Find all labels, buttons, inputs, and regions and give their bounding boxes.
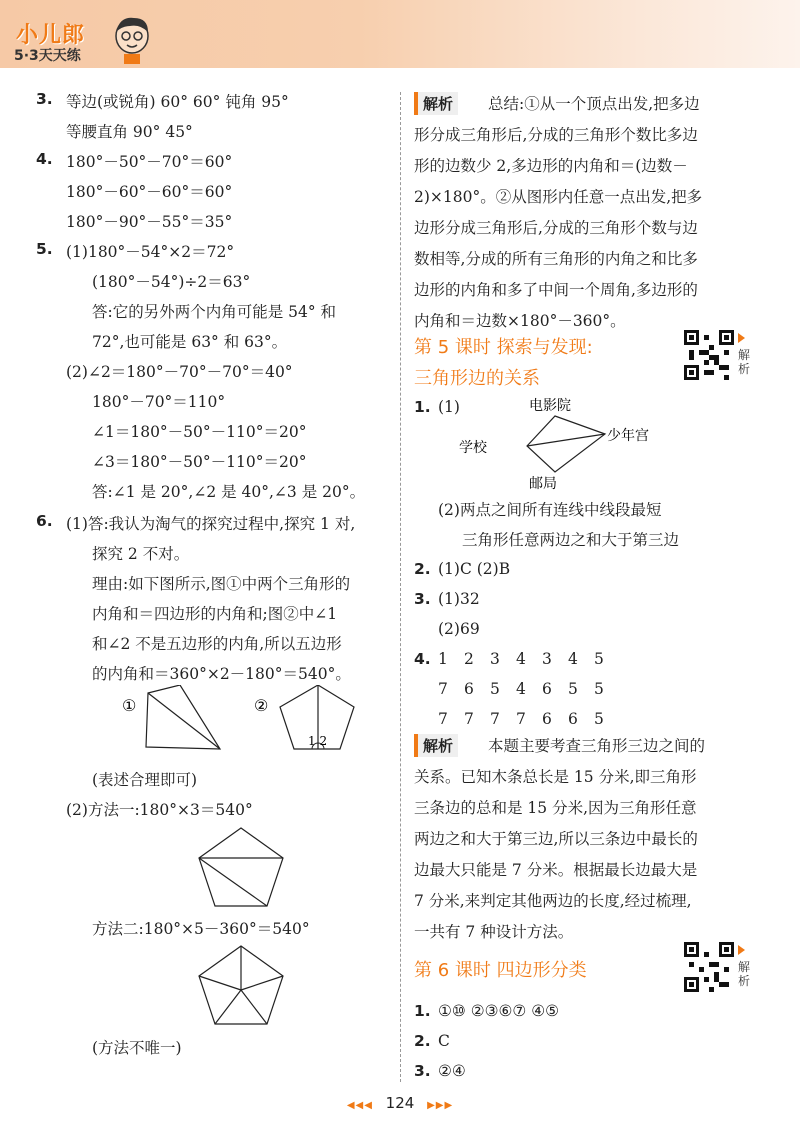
r3-number: 3. xyxy=(414,590,431,608)
q5-line: (2)∠2＝180°－70°－70°＝40° xyxy=(66,363,293,381)
analysis-line: 总结:①从一个顶点出发,把多边 xyxy=(488,95,700,113)
analysis-tag: 解析 xyxy=(414,92,458,115)
r4-cell: 7 xyxy=(464,710,474,728)
lesson5-title: 第 5 课时 探索与发现: xyxy=(414,337,593,358)
q5-line: 答:∠1 是 20°,∠2 是 40°,∠3 是 20°。 xyxy=(92,483,366,501)
r1-part2: (2)两点之间所有连线中线段最短 xyxy=(438,501,662,519)
s1-number: 1. xyxy=(414,1002,431,1020)
q4-line: 180°－60°－60°＝60° xyxy=(66,183,233,201)
r4-cell: 7 xyxy=(490,710,500,728)
s3-number: 3. xyxy=(414,1062,431,1080)
q6-number: 6. xyxy=(36,512,53,530)
q5-line: 72°,也可能是 63° 和 63°。 xyxy=(92,333,288,351)
next-arrows-icon: ▶▶▶ xyxy=(427,1100,454,1111)
q6-line: (表述合理即可) xyxy=(92,771,198,789)
analysis-line: 本题主要考查三角形三边之间的 xyxy=(488,737,706,755)
palace-label: 少年宫 xyxy=(607,428,649,444)
page-number: 124 xyxy=(385,1094,415,1112)
r4-cell: 5 xyxy=(594,710,604,728)
r4-cell: 5 xyxy=(594,650,604,668)
prev-arrows-icon: ◀◀◀ xyxy=(346,1100,373,1111)
analysis-tag: 解析 xyxy=(414,734,458,757)
qr-label: 解析 xyxy=(738,960,751,988)
q5-line: ∠1＝180°－50°－110°＝20° xyxy=(92,423,307,441)
r4-cell: 6 xyxy=(568,710,578,728)
route-map-diagram xyxy=(455,394,705,490)
r4-cell: 4 xyxy=(516,650,526,668)
r4-cell: 7 xyxy=(438,680,448,698)
q5-line: (180°－54°)÷2＝63° xyxy=(92,273,251,291)
lesson6-title: 第 6 课时 四边形分类 xyxy=(414,960,587,981)
q4-number: 4. xyxy=(36,150,53,168)
r3-answer: (1)32 xyxy=(438,590,480,608)
analysis-line: 形的边数少 2,多边形的内角和＝(边数－ xyxy=(414,157,688,175)
straight-route-line xyxy=(527,434,605,446)
s1-answer: ①⑩ ②③⑥⑦ ④⑤ xyxy=(438,1002,560,1020)
r4-cell: 6 xyxy=(542,710,552,728)
r4-cell: 5 xyxy=(594,680,604,698)
analysis-line: 内角和＝边数×180°－360°。 xyxy=(414,312,626,330)
q6-figures xyxy=(120,685,360,755)
analysis-line: 边形的内角和多了中间一个周角,多边形的 xyxy=(414,281,698,299)
r4-cell: 7 xyxy=(516,710,526,728)
analysis-line: 两边之和大于第三边,所以三条边中最长的 xyxy=(414,830,698,848)
analysis-line: 边形分成三角形后,分成的三角形个数与边 xyxy=(414,219,698,237)
quadrilateral-figure xyxy=(146,685,220,749)
page-footer xyxy=(0,1094,800,1112)
method1-pentagon xyxy=(195,826,287,910)
r4-cell: 7 xyxy=(438,710,448,728)
r4-cell: 4 xyxy=(516,680,526,698)
q5-line: (1)180°－54°×2＝72° xyxy=(66,243,235,261)
q6-line: (1)答:我认为淘气的探究过程中,探究 1 对, xyxy=(66,515,356,533)
s2-answer: C xyxy=(438,1032,450,1050)
s3-answer: ②④ xyxy=(438,1062,466,1080)
cinema-label: 电影院 xyxy=(529,398,571,414)
q6-line: 理由:如下图所示,图①中两个三角形的 xyxy=(92,575,351,593)
qr-code-icon[interactable] xyxy=(684,330,734,380)
figure-1-label: ① xyxy=(122,696,137,715)
q5-number: 5. xyxy=(36,240,53,258)
figure-2-label: ② xyxy=(254,696,269,715)
logo-title: 小儿郎 xyxy=(16,23,86,48)
q6-line: (2)方法一:180°×3＝540° xyxy=(66,801,253,819)
analysis-line: 关系。已知木条总长是 15 分米,即三角形 xyxy=(414,768,697,786)
r4-cell: 4 xyxy=(568,650,578,668)
r4-cell: 2 xyxy=(464,650,474,668)
q6-line: 内角和＝四边形的内角和;图②中∠1 xyxy=(92,605,338,623)
play-arrow-icon xyxy=(738,333,745,343)
school-label: 学校 xyxy=(459,440,487,456)
q5-line: 答:它的另外两个内角可能是 54° 和 xyxy=(92,303,337,321)
q5-line: ∠3＝180°－50°－110°＝20° xyxy=(92,453,307,471)
r4-cell: 3 xyxy=(490,650,500,668)
r4-number: 4. xyxy=(414,650,431,668)
q3-line: 等边(或锐角) 60° 60° 钝角 95° xyxy=(66,93,289,111)
analysis-line: 三条边的总和是 15 分米,因为三角形任意 xyxy=(414,799,697,817)
analysis-line: 7 分米,来判定其他两边的长度,经过梳理, xyxy=(414,892,692,910)
play-arrow-icon xyxy=(738,945,745,955)
r2-number: 2. xyxy=(414,560,431,578)
qr-label: 解析 xyxy=(738,348,751,376)
r4-cell: 1 xyxy=(438,650,448,668)
r4-cell: 5 xyxy=(568,680,578,698)
qr-code-icon[interactable] xyxy=(684,942,734,992)
q6-line: 方法二:180°×5－360°＝540° xyxy=(92,920,310,938)
q4-line: 180°－50°－70°＝60° xyxy=(66,153,233,171)
r2-answer: (1)C (2)B xyxy=(438,560,511,578)
q4-line: 180°－90°－55°＝35° xyxy=(66,213,233,231)
q3-line: 等腰直角 90° 45° xyxy=(66,123,193,141)
r4-cell: 6 xyxy=(542,680,552,698)
r4-cell: 6 xyxy=(464,680,474,698)
post-office-label: 邮局 xyxy=(529,476,557,490)
q6-line: 的内角和＝360°×2－180°＝540°。 xyxy=(92,665,351,683)
column-divider xyxy=(400,92,401,1082)
diagonal-line xyxy=(148,693,220,749)
mascot-icon xyxy=(110,14,154,66)
r1-number: 1. xyxy=(414,398,431,416)
analysis-line: 2)×180°。②从图形内任意一点出发,把多 xyxy=(414,188,703,206)
q6-line: 探究 2 不对。 xyxy=(92,545,190,563)
r1-part1: (1) xyxy=(438,398,460,416)
analysis-line: 边最大只能是 7 分米。根据最长边最大是 xyxy=(414,861,698,879)
q6-line: 和∠2 不是五边形的内角,所以五边形 xyxy=(92,635,342,653)
lesson5-title: 三角形边的关系 xyxy=(414,368,540,389)
q5-line: 180°－70°＝110° xyxy=(92,393,226,411)
s2-number: 2. xyxy=(414,1032,431,1050)
analysis-line: 数相等,分成的所有三角形的内角之和比多 xyxy=(414,250,698,268)
q3-number: 3. xyxy=(36,90,53,108)
r4-cell: 5 xyxy=(490,680,500,698)
analysis-line: 一共有 7 种设计方法。 xyxy=(414,923,574,941)
q6-line: (方法不唯一) xyxy=(92,1039,182,1057)
r1-part3: 三角形任意两边之和大于第三边 xyxy=(462,531,680,549)
logo-subtitle: 5·3天天练 xyxy=(14,48,81,64)
r4-cell: 3 xyxy=(542,650,552,668)
r3-answer: (2)69 xyxy=(438,620,480,638)
analysis-line: 形分成三角形后,分成的三角形个数比多边 xyxy=(414,126,698,144)
angle-labels: 1 2 xyxy=(308,734,328,748)
method2-pentagon xyxy=(195,944,287,1028)
